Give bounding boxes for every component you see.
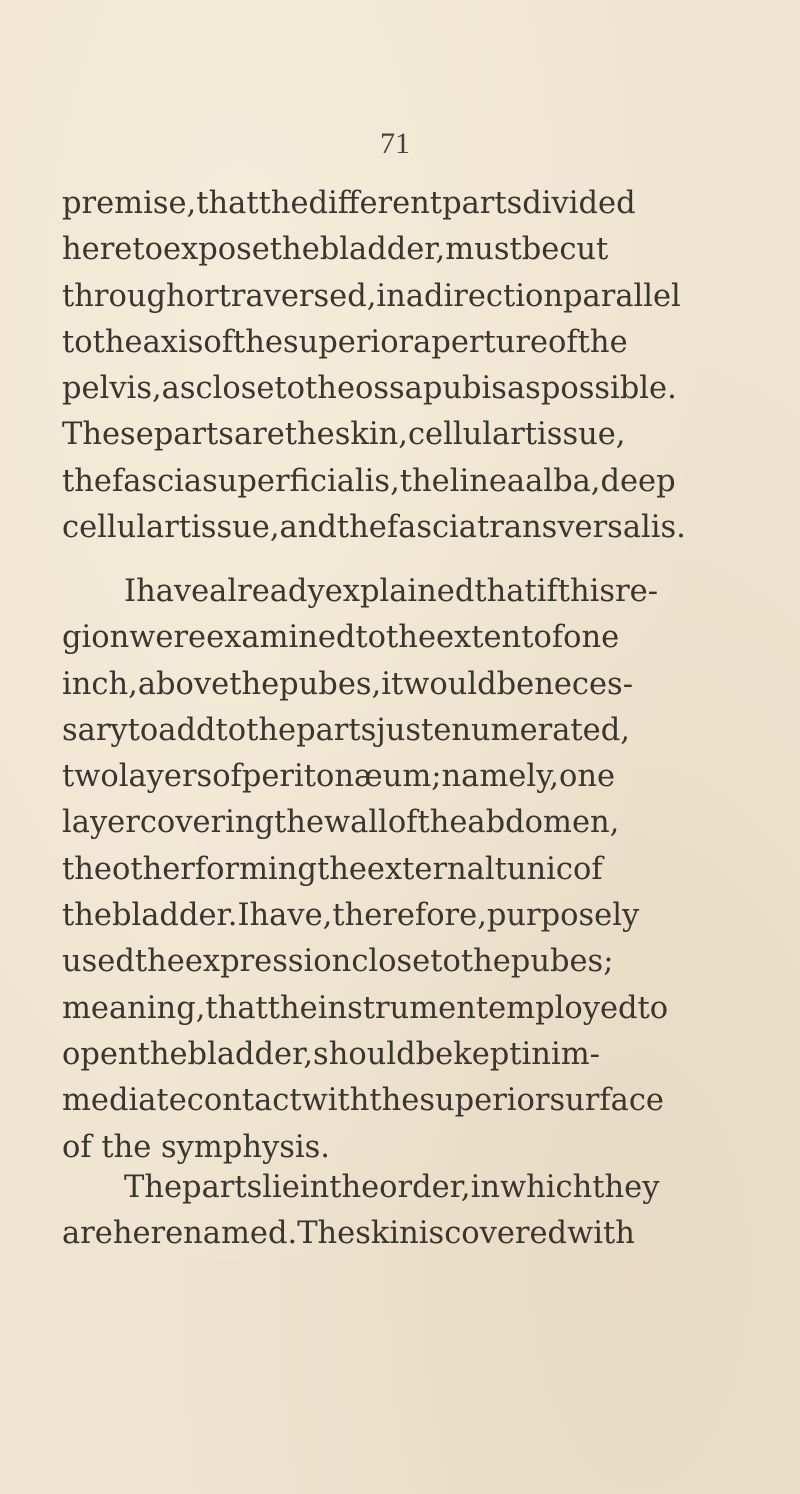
word: parts <box>442 186 523 221</box>
word: would <box>403 666 497 702</box>
word: contact <box>186 1083 302 1119</box>
word: of <box>212 759 242 795</box>
text-line <box>62 320 678 366</box>
text-line <box>62 893 678 939</box>
word: alba, <box>525 463 601 499</box>
word: that <box>474 574 537 609</box>
word: layer <box>62 805 140 841</box>
word: peritonæum <box>241 759 432 795</box>
word: to <box>274 371 306 407</box>
word: the <box>460 944 511 980</box>
word: tissue, <box>178 510 280 546</box>
word: fascia <box>386 510 477 546</box>
word: were <box>129 620 207 656</box>
word: re- <box>615 574 659 609</box>
text-line <box>62 505 686 551</box>
word: ; <box>431 759 442 795</box>
word: wall <box>324 805 388 841</box>
text-line <box>62 615 678 661</box>
word: explained <box>324 574 475 609</box>
word: pubes, <box>279 666 382 702</box>
word: The <box>124 1170 183 1205</box>
word: a <box>405 278 425 314</box>
word: the <box>246 712 297 748</box>
word: external <box>366 851 495 887</box>
word: of <box>387 805 418 841</box>
word: the <box>137 1036 188 1072</box>
word: two <box>62 759 119 795</box>
text-line <box>62 708 678 754</box>
word: be <box>496 666 535 702</box>
word: traversed, <box>218 278 377 314</box>
word: and <box>279 510 337 546</box>
word: kept <box>453 1036 522 1072</box>
paragraph-2 <box>62 569 678 1171</box>
word: in <box>376 278 406 314</box>
word: are <box>233 417 285 453</box>
word: gion <box>62 620 130 656</box>
word: the <box>329 1170 380 1205</box>
word: the <box>284 417 335 453</box>
word: with <box>567 1216 635 1252</box>
word: the <box>336 510 387 546</box>
word: linea <box>449 463 526 499</box>
word: The <box>297 1216 356 1252</box>
word: be <box>521 232 560 268</box>
word: to <box>62 324 93 360</box>
word: pubes <box>510 944 604 980</box>
word: pubis <box>422 371 507 407</box>
word: different <box>308 186 443 221</box>
word: that <box>205 990 268 1026</box>
paragraph-1 <box>62 181 686 551</box>
word: must <box>445 232 522 268</box>
word: be <box>415 1036 454 1072</box>
word: here <box>62 232 133 268</box>
word: mediate <box>62 1083 187 1119</box>
word: of <box>533 620 564 656</box>
word: forming <box>194 851 317 887</box>
word: the <box>577 324 628 360</box>
word: sary <box>62 712 128 748</box>
word: skin <box>355 1216 419 1252</box>
word: cut <box>559 232 609 268</box>
word: neces- <box>534 666 634 702</box>
word: the <box>269 232 320 268</box>
word: the <box>386 620 436 656</box>
word: bladder, <box>187 1036 314 1072</box>
word: to <box>637 990 669 1026</box>
word: im- <box>550 1036 600 1072</box>
word: one <box>563 620 620 656</box>
text-line <box>62 1078 678 1124</box>
word: expose <box>162 232 270 268</box>
word: to <box>215 712 247 748</box>
word: they <box>592 1170 660 1205</box>
word: superior <box>282 324 414 360</box>
word: tissue, <box>524 417 626 453</box>
text-line <box>62 986 678 1032</box>
word: one <box>558 759 616 795</box>
word: the <box>274 805 324 841</box>
word: surface <box>549 1083 664 1119</box>
text-line <box>62 412 678 458</box>
text-line <box>62 1165 678 1211</box>
word: covered <box>444 1216 568 1252</box>
word: should <box>313 1036 416 1072</box>
word: have <box>136 574 210 609</box>
word: or <box>185 278 219 314</box>
word: to <box>430 944 461 980</box>
word: to <box>355 620 387 656</box>
word: if <box>536 574 558 609</box>
word: this <box>557 574 616 609</box>
word: the <box>267 990 318 1026</box>
word: abdomen, <box>467 805 620 841</box>
word: parallel <box>563 278 681 314</box>
word: purposely <box>486 898 640 934</box>
text-line <box>62 1032 678 1078</box>
word: extent <box>436 620 534 656</box>
text-line <box>62 847 678 893</box>
word: the <box>233 324 283 360</box>
word: expression <box>184 944 352 980</box>
page-number: 71 <box>380 127 410 160</box>
text-line <box>62 662 678 708</box>
text-line <box>62 459 678 505</box>
text-line <box>62 1211 678 1257</box>
word: examined <box>206 620 356 656</box>
word: the <box>229 666 280 702</box>
word: of <box>573 851 603 887</box>
word: the <box>369 1083 420 1119</box>
word: above <box>137 666 230 702</box>
word: it <box>381 666 404 702</box>
text-line <box>62 366 678 412</box>
word: close <box>351 944 431 980</box>
text-line <box>62 181 678 227</box>
word: fascia <box>111 463 203 499</box>
word: of <box>203 324 234 360</box>
word: pelvis, <box>62 371 162 407</box>
word: in <box>470 1170 501 1205</box>
word: employed <box>488 990 638 1026</box>
word: the <box>399 463 450 499</box>
word: bladder. <box>111 898 238 934</box>
word: inch, <box>62 666 138 702</box>
word: enumerated, <box>433 712 630 748</box>
word: superior <box>419 1083 550 1119</box>
word: axis <box>142 324 204 360</box>
word: parts <box>153 417 234 453</box>
word: with <box>301 1083 370 1119</box>
word: named. <box>183 1216 298 1252</box>
word: tunic <box>494 851 573 887</box>
word: other <box>111 851 195 887</box>
word: ; <box>603 944 614 980</box>
word: the <box>62 851 112 887</box>
word: instrument <box>317 990 489 1026</box>
word: I <box>124 574 137 609</box>
text-line <box>62 754 678 800</box>
text-line <box>62 800 678 846</box>
word: the <box>134 944 185 980</box>
text-line <box>62 939 678 985</box>
word: ossa <box>355 371 423 407</box>
word: lie <box>262 1170 300 1205</box>
word: the <box>62 898 112 934</box>
word: already <box>209 574 325 609</box>
word: the <box>258 186 309 221</box>
word: divided <box>522 186 636 221</box>
word: open <box>62 1036 138 1072</box>
word: possible. <box>540 371 677 407</box>
word: the <box>417 805 468 841</box>
word: premise, <box>62 186 197 221</box>
word: to <box>127 712 159 748</box>
text-line <box>62 569 678 615</box>
word: the <box>305 371 355 407</box>
word: cellular <box>62 510 179 546</box>
word: used <box>62 944 135 980</box>
word: parts <box>182 1170 263 1205</box>
word: covering <box>139 805 275 841</box>
word: through <box>62 278 186 314</box>
word: the <box>62 463 112 499</box>
word: transversalis. <box>477 510 686 546</box>
word: aperture <box>413 324 549 360</box>
word: here <box>112 1216 184 1252</box>
word: is <box>418 1216 445 1252</box>
word: cellular <box>407 417 525 453</box>
text-line: of the symphysis. <box>62 1129 330 1165</box>
word: the <box>92 324 143 360</box>
text-line <box>62 274 681 320</box>
word: the <box>316 851 367 887</box>
word: layers <box>118 759 213 795</box>
word: order, <box>379 1170 471 1205</box>
text-line <box>62 227 678 273</box>
word: that <box>196 186 259 221</box>
word: deep <box>600 463 676 499</box>
word: just <box>376 712 434 748</box>
word: to <box>132 232 163 268</box>
word: These <box>62 417 154 453</box>
word: bladder, <box>319 232 446 268</box>
word: close <box>195 371 275 407</box>
word: of <box>548 324 578 360</box>
word: have, <box>249 898 333 934</box>
word: meaning, <box>62 990 206 1026</box>
word: are <box>62 1216 113 1252</box>
word: direction <box>424 278 564 314</box>
word: I <box>237 898 250 934</box>
word: which <box>500 1170 593 1205</box>
word: as <box>506 371 541 407</box>
word: in <box>299 1170 330 1205</box>
word: add <box>158 712 216 748</box>
word: therefore, <box>332 898 487 934</box>
word: parts <box>296 712 377 748</box>
word: skin, <box>334 417 408 453</box>
word: in <box>521 1036 551 1072</box>
word: superficialis, <box>202 463 400 499</box>
paragraph-3 <box>62 1165 678 1258</box>
word: as <box>161 371 196 407</box>
word: namely, <box>441 759 559 795</box>
